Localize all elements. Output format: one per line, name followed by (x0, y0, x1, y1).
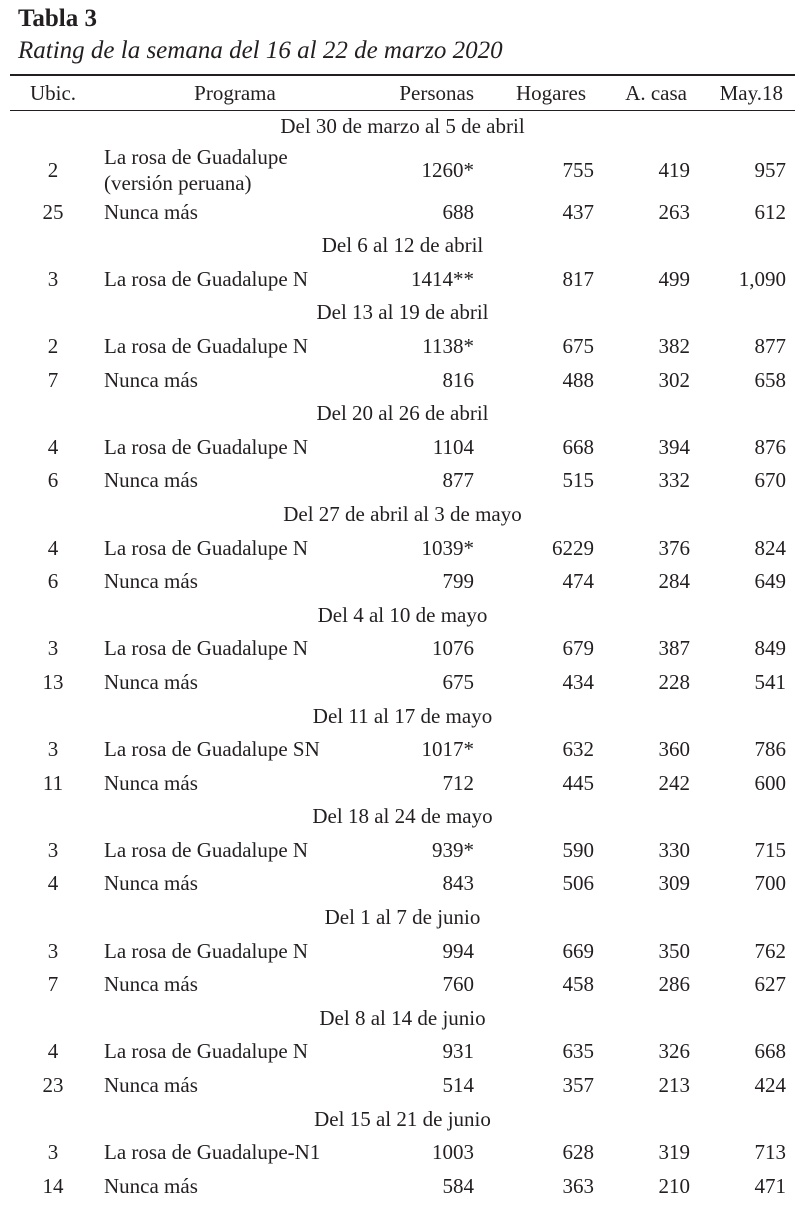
cell-may18: 824 (754, 535, 786, 560)
cell-ubic: 3 (47, 636, 59, 661)
period-heading: Del 13 al 19 de abril (316, 300, 489, 325)
cell-acasa: 387 (658, 636, 690, 661)
cell-programa: Nunca más (104, 1073, 198, 1098)
table-row (0, 968, 805, 1002)
table-header (0, 76, 805, 110)
table-row (0, 431, 805, 465)
cell-personas: 1003 (432, 1140, 474, 1165)
cell-programa: Nunca más (104, 871, 198, 896)
cell-programa: La rosa de Guadalupe N (104, 333, 309, 358)
period-heading: Del 20 al 26 de abril (316, 401, 489, 426)
cell-hogares: 632 (562, 737, 594, 762)
cell-acasa: 382 (658, 333, 690, 358)
cell-hogares: 635 (562, 1039, 594, 1064)
cell-acasa: 419 (658, 157, 690, 182)
cell-may18: 957 (754, 157, 786, 182)
header-hogares: Hogares (516, 81, 586, 105)
cell-may18: 876 (754, 434, 786, 459)
header-ubic: Ubic. (29, 81, 77, 105)
cell-ubic: 4 (47, 871, 59, 896)
cell-ubic: 4 (47, 535, 59, 560)
table-row (0, 632, 805, 666)
cell-ubic: 3 (47, 1140, 59, 1165)
cell-hogares: 437 (562, 199, 594, 224)
cell-hogares: 458 (562, 972, 594, 997)
cell-may18: 762 (754, 938, 786, 963)
cell-programa: La rosa de Guadalupe-N1 (104, 1140, 321, 1165)
cell-acasa: 302 (658, 367, 690, 392)
cell-may18: 649 (754, 569, 786, 594)
cell-may18: 658 (754, 367, 786, 392)
cell-may18: 786 (754, 737, 786, 762)
period-heading: Del 6 al 12 de abril (321, 233, 484, 258)
table-row (0, 330, 805, 364)
cell-acasa: 263 (658, 199, 690, 224)
cell-personas: 816 (442, 367, 474, 392)
cell-programa-line: La rosa de Guadalupe (104, 144, 288, 169)
cell-ubic: 13 (42, 669, 64, 694)
cell-personas: 675 (442, 669, 474, 694)
cell-personas: 1138* (422, 333, 474, 358)
table-row (0, 532, 805, 566)
cell-ubic: 3 (47, 266, 59, 291)
cell-personas: 712 (442, 770, 474, 795)
cell-acasa: 360 (658, 737, 690, 762)
cell-acasa: 326 (658, 1039, 690, 1064)
cell-acasa: 350 (658, 938, 690, 963)
cell-acasa: 210 (658, 1173, 690, 1198)
cell-may18: 715 (754, 837, 786, 862)
table-row (0, 767, 805, 801)
cell-programa: La rosa de Guadalupe SN (104, 737, 320, 762)
period-heading: Del 8 al 14 de junio (319, 1005, 486, 1030)
table-row (0, 263, 805, 297)
table-body (0, 110, 805, 1203)
period-heading: Del 27 de abril al 3 de mayo (283, 501, 522, 526)
cell-ubic: 3 (47, 837, 59, 862)
cell-programa: Nunca más (104, 569, 198, 594)
table-row (0, 364, 805, 398)
header-programa: Programa (194, 81, 276, 105)
cell-ubic: 6 (47, 468, 59, 493)
cell-may18: 600 (754, 770, 786, 795)
table-row (0, 1136, 805, 1170)
table-row (0, 1069, 805, 1103)
cell-may18: 670 (754, 468, 786, 493)
cell-personas: 843 (442, 871, 474, 896)
cell-personas: 1017* (421, 737, 474, 762)
cell-programa: Nunca más (104, 468, 198, 493)
cell-may18: 471 (754, 1173, 786, 1198)
cell-ubic: 4 (47, 434, 59, 459)
table-row (0, 834, 805, 868)
cell-may18: 627 (754, 972, 786, 997)
cell-ubic: 11 (42, 770, 64, 795)
cell-personas: 514 (442, 1073, 474, 1098)
cell-personas: 1104 (432, 434, 474, 459)
cell-may18: 877 (754, 333, 786, 358)
cell-ubic: 2 (47, 333, 59, 358)
cell-personas: 760 (442, 972, 474, 997)
cell-programa: La rosa de Guadalupe N (104, 938, 309, 963)
cell-hogares: 6229 (552, 535, 594, 560)
cell-personas: 799 (442, 569, 474, 594)
cell-programa-line: (versión peruana) (104, 170, 252, 195)
cell-programa: Nunca más (104, 770, 198, 795)
cell-hogares: 590 (562, 837, 594, 862)
cell-programa (104, 144, 288, 196)
cell-programa: Nunca más (104, 972, 198, 997)
cell-personas: 584 (442, 1173, 474, 1198)
cell-ubic: 6 (47, 569, 59, 594)
period-heading: Del 15 al 21 de junio (314, 1106, 491, 1131)
table-row (0, 144, 805, 196)
cell-acasa: 309 (658, 871, 690, 896)
table-row (0, 1035, 805, 1069)
table-row (0, 565, 805, 599)
cell-acasa: 499 (658, 266, 690, 291)
cell-personas: 1076 (432, 636, 474, 661)
cell-personas: 994 (442, 938, 474, 963)
cell-ubic: 14 (42, 1173, 64, 1198)
cell-acasa: 213 (658, 1073, 690, 1098)
cell-acasa: 319 (658, 1140, 690, 1165)
cell-programa: La rosa de Guadalupe N (104, 266, 309, 291)
cell-ubic: 3 (47, 938, 59, 963)
cell-may18: 424 (754, 1073, 786, 1098)
cell-programa: Nunca más (104, 1173, 198, 1198)
cell-may18: 700 (754, 871, 786, 896)
cell-acasa: 228 (658, 669, 690, 694)
table-row (0, 935, 805, 969)
cell-may18: 849 (754, 636, 786, 661)
cell-hogares: 679 (562, 636, 594, 661)
cell-hogares: 817 (562, 266, 594, 291)
cell-hogares: 474 (562, 569, 594, 594)
cell-ubic: 7 (47, 972, 59, 997)
cell-ubic: 3 (47, 737, 59, 762)
cell-may18: 668 (754, 1039, 786, 1064)
cell-hogares: 669 (562, 938, 594, 963)
cell-hogares: 515 (562, 468, 594, 493)
period-heading: Del 1 al 7 de junio (324, 905, 481, 930)
table-row (0, 867, 805, 901)
cell-programa: La rosa de Guadalupe N (104, 636, 309, 661)
cell-hogares: 675 (562, 333, 594, 358)
cell-acasa: 330 (658, 837, 690, 862)
cell-hogares: 668 (562, 434, 594, 459)
cell-hogares: 628 (562, 1140, 594, 1165)
table-subtitle: Rating de la semana del 16 al 22 de marzo 2020 (18, 37, 503, 64)
table-row (0, 464, 805, 498)
cell-hogares: 363 (562, 1173, 594, 1198)
cell-acasa: 394 (658, 434, 690, 459)
cell-may18: 541 (754, 669, 786, 694)
cell-ubic: 25 (42, 199, 64, 224)
table-row (0, 196, 805, 230)
cell-ubic: 2 (47, 157, 59, 182)
cell-programa: La rosa de Guadalupe N (104, 1039, 309, 1064)
cell-acasa: 332 (658, 468, 690, 493)
cell-hogares: 445 (562, 770, 594, 795)
cell-hogares: 357 (562, 1073, 594, 1098)
table-row (0, 1170, 805, 1204)
cell-acasa: 284 (658, 569, 690, 594)
cell-personas: 939* (432, 837, 474, 862)
period-heading: Del 11 al 17 de mayo (312, 703, 493, 728)
table-row (0, 733, 805, 767)
header-acasa: A. casa (625, 81, 687, 105)
cell-programa: La rosa de Guadalupe N (104, 837, 309, 862)
cell-may18: 1,090 (738, 266, 786, 291)
cell-hogares: 506 (562, 871, 594, 896)
cell-personas: 1039* (421, 535, 474, 560)
cell-programa: La rosa de Guadalupe N (104, 535, 309, 560)
header-may18: May.18 (719, 81, 783, 105)
table-row (0, 666, 805, 700)
cell-personas: 877 (442, 468, 474, 493)
period-heading: Del 30 de marzo al 5 de abril (280, 114, 525, 138)
cell-hogares: 488 (562, 367, 594, 392)
cell-ubic: 23 (42, 1073, 64, 1098)
period-heading: Del 18 al 24 de mayo (312, 804, 493, 829)
period-heading: Del 4 al 10 de mayo (317, 602, 488, 627)
cell-hogares: 755 (562, 157, 594, 182)
table-title: Tabla 3 (18, 5, 97, 32)
cell-programa: Nunca más (104, 669, 198, 694)
cell-ubic: 4 (47, 1039, 59, 1064)
header-personas: Personas (399, 81, 474, 105)
cell-hogares: 434 (562, 669, 594, 694)
cell-programa: Nunca más (104, 199, 198, 224)
cell-programa: La rosa de Guadalupe N (104, 434, 309, 459)
cell-programa: Nunca más (104, 367, 198, 392)
cell-acasa: 376 (658, 535, 690, 560)
cell-personas: 1414** (411, 266, 474, 291)
cell-ubic: 7 (47, 367, 59, 392)
cell-may18: 612 (754, 199, 786, 224)
cell-may18: 713 (754, 1140, 786, 1165)
cell-acasa: 286 (658, 972, 690, 997)
cell-personas: 1260* (421, 157, 474, 182)
cell-personas: 931 (442, 1039, 474, 1064)
cell-personas: 688 (442, 199, 474, 224)
cell-acasa: 242 (658, 770, 690, 795)
